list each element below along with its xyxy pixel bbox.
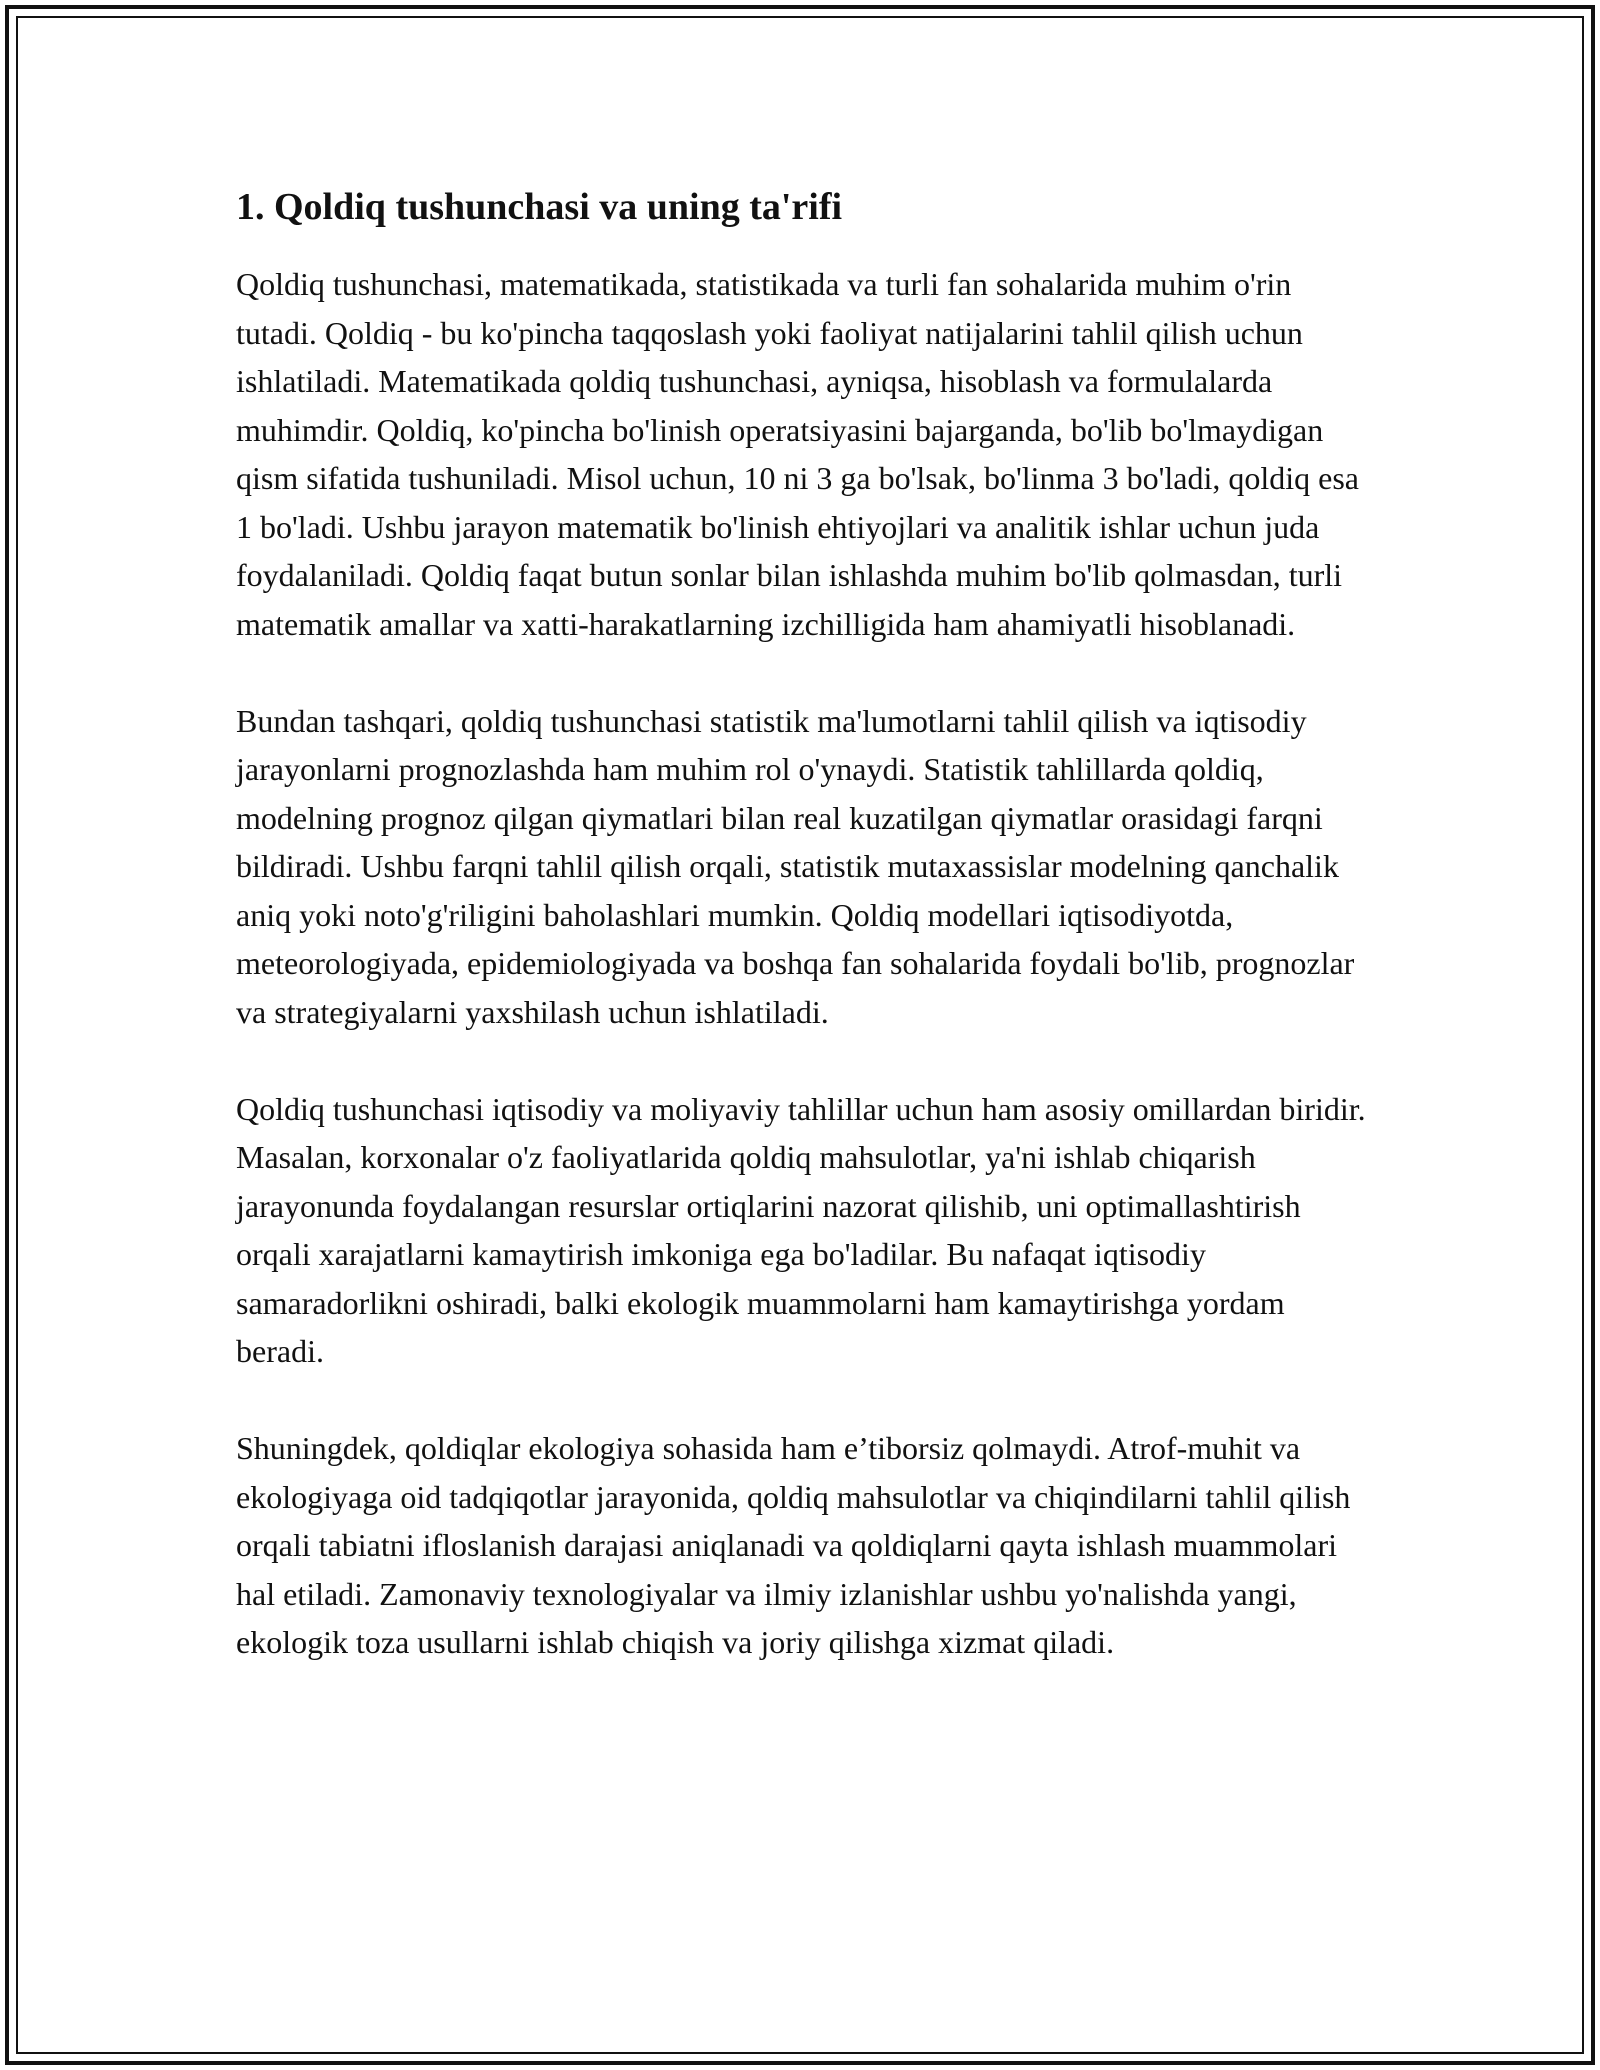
section-heading: 1. Qoldiq tushunchasi va uning ta'rifi	[236, 186, 843, 228]
paragraph-definition: Qoldiq tushunchasi, matematikada, statistikada va turli fan sohalarida muhim o'rin tutadi. Qoldiq - bu ko'pincha taqqoslash yoki faoliyat natijalarini tahlil qilish uchun ishlatiladi. Matematikada qoldiq tushunchasi, ayniqsa, hisoblash va formulalarda muhimdir. Qoldiq, ko'pincha bo'linish operatsiyasini bajarganda, bo'lib bo'lmaydigan qism sifatida tushuniladi. Misol uchun, 10 ni 3 ga bo'lsak, bo'linma 3 bo'ladi, qoldiq esa 1 bo'ladi. Ushbu jarayon matematik bo'linish ehtiyojlari va analitik ishlar uchun juda foydalaniladi. Qoldiq faqat butun sonlar bilan ishlashda muhim bo'lib qolmasdan, turli matematik amallar va xatti-harakatlarning izchilligida ham ahamiyatli hisoblanadi.	[236, 266, 1359, 642]
paragraph-economics: Qoldiq tushunchasi iqtisodiy va moliyaviy tahlillar uchun ham asosiy omillardan biridir. Masalan, korxonalar o'z faoliyatlarida qoldiq mahsulotlar, ya'ni ishlab chiqarish jarayonunda foydalangan resurslar ortiqlarini nazorat qilishib, uni optimallashtirish orqali xarajatlarni kamaytirish imkoniga ega bo'ladilar. Bu nafaqat iqtisodiy samaradorlikni oshiradi, balki ekologik muammolarni ham kamaytirishga yordam beradi.	[236, 1090, 1366, 1369]
document-content	[236, 184, 1374, 1667]
paragraph-statistics: Bundan tashqari, qoldiq tushunchasi statistik ma'lumotlarni tahlil qilish va iqtisodiy jarayonlarni prognozlashda ham muhim rol o'ynaydi. Statistik tahlillarda qoldiq, modelning prognoz qilgan qiymatlari bilan real kuzatilgan qiymatlar orasidagi farqni bildiradi. Ushbu farqni tahlil qilish orqali, statistik mutaxassislar modelning qanchalik aniq yoki noto'g'riligini baholashlari mumkin. Qoldiq modellari iqtisodiyotda, meteorologiyada, epidemiologiyada va boshqa fan sohalarida foydali bo'lib, prognozlar va strategiyalarni yaxshilash uchun ishlatiladi.	[236, 702, 1355, 1030]
paragraph-ecology: Shuningdek, qoldiqlar ekologiya sohasida ham e’tiborsiz qolmaydi. Atrof-muhit va ekologiyaga oid tadqiqotlar jarayonida, qoldiq mahsulotlar va chiqindilarni tahlil qilish orqali tabiatni ifloslanish darajasi aniqlanadi va qoldiqlarni qayta ishlash muammolari hal etiladi. Zamonaviy texnologiyalar va ilmiy izlanishlar ushbu yo'nalishda yangi, ekologik toza usullarni ishlab chiqish va joriy qilishga xizmat qiladi.	[236, 1430, 1351, 1660]
